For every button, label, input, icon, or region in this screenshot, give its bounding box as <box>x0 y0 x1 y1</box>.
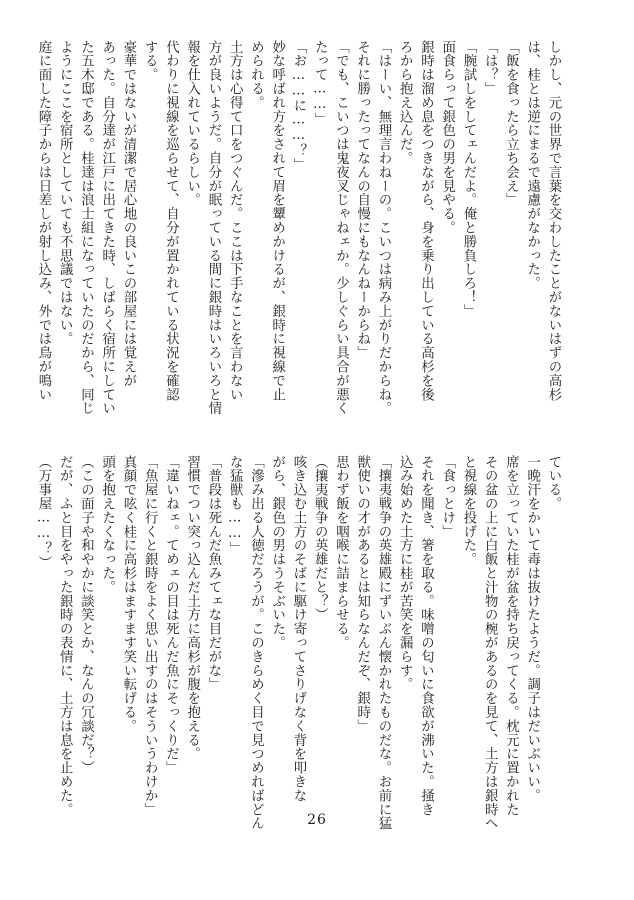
text-line: 思わず飯を咽喉に詰まらせる。 <box>333 455 349 650</box>
text-line: それに勝ったってなんの自慢にもなんねーからね」 <box>354 40 370 360</box>
text-line: 「お……に……？」 <box>291 40 306 172</box>
text-line: 「腕試しをしてェんだよ。俺と勝負しろ！」 <box>461 40 476 318</box>
text-line: 土方は心得て口をつぐんだ。ここは下手なことを言わない <box>227 40 243 402</box>
text-line: められる。 <box>248 40 264 110</box>
text-line: 「魚屋に行くと銀時をよく思い出すのはそういうわけか」 <box>142 455 158 817</box>
text-line: 「攘夷戦争の英雄殿にずいぶん懐かれたものだな。お前に猛 <box>376 455 391 831</box>
text-line: その盆の上に白飯と汁物の椀があるのを見て、土方は銀時へ <box>482 455 498 831</box>
page-number: 26 <box>307 812 327 828</box>
text-block-lower <box>36 455 564 855</box>
text-line: 一晩汗をかいて毒は抜けたようだ。調子はだいぶいい。 <box>524 455 540 803</box>
text-line: だが、ふと目をやった銀時の表情に、土方は息を止めた。 <box>57 455 73 817</box>
text-line: と視線を投げた。 <box>461 455 476 567</box>
text-line: 真顔で呟く桂に高杉はますます笑い転げる。 <box>121 455 136 733</box>
text-line: 「滲み出る人徳だろうが。このきらめく目で見つめればどん <box>248 455 264 831</box>
text-line: 庭に面した障子からは日差しが射し込み、外では鳥が鳴い <box>36 40 51 402</box>
text-line: それを聞き、箸を取る。味噌の匂いに食欲が沸いた。掻き <box>418 455 434 817</box>
text-line: 習慣でつい突っ込んだ土方に高杉が腹を抱える。 <box>184 455 200 761</box>
text-line: 込み始めた土方に桂が苦笑を漏らす。 <box>397 455 413 692</box>
text-line: 「食っとけ」 <box>439 455 455 539</box>
text-line: （攘夷戦争の英雄だと？） <box>312 455 328 622</box>
text-line: 報を仕入れているらしい。 <box>184 40 200 207</box>
text-block-upper <box>36 40 564 440</box>
text-line: 銀時は溜め息をつきながら、身を乗り出している高杉を後 <box>418 40 434 402</box>
text-line: な猛獣も……」 <box>227 455 243 556</box>
text-line: 「普段は死んだ魚みてェな目だがな」 <box>206 455 221 692</box>
text-line: ようにここを宿所としていても不思議ではない。 <box>57 40 73 346</box>
text-line: 「はーい、無理言わねーの。こいつは病み上がりだからね。 <box>376 40 391 416</box>
text-line: 妙な呼ばれ方をされて眉を顰めかけるが、銀時に視線で止 <box>269 40 285 402</box>
text-line: 「でも、こいつは鬼夜叉じゃねェか。少しぐらい具合が悪く <box>333 40 349 416</box>
text-line: する。 <box>142 40 158 82</box>
text-line: がら、銀色の男はうそぶいた。 <box>269 455 285 650</box>
text-line: （万事屋……？） <box>36 455 51 570</box>
text-line: 「は？」 <box>482 40 498 96</box>
text-line: 代わりに視線を巡らせて、自分が置かれている状況を確認 <box>163 40 179 402</box>
text-line: 「飯を食ったら立ち会え」 <box>503 40 519 207</box>
text-line: ろから抱え込んだ。 <box>397 40 413 166</box>
text-line: あった。自分達が江戸に出てきた時、しばらく宿所にしてい <box>99 40 115 416</box>
text-line: 豪華ではないが清潔で居心地の良いこの部屋には覚えが <box>121 40 136 388</box>
text-line: たって……」 <box>312 40 328 127</box>
text-line: は、桂とは逆にまるで遠慮がなかった。 <box>524 40 540 291</box>
text-line: た五木邸である。桂達は浪士組になっていたのだから、同じ <box>78 40 94 416</box>
text-line: （この面子や和やかに談笑とか、なんの冗談だ？） <box>78 455 94 775</box>
text-line: ている。 <box>546 455 561 511</box>
text-line: 席を立っていた桂が盆を持ち戻ってくる。枕元に置かれた <box>503 455 519 817</box>
text-line: 面食らって銀色の男を見やる。 <box>439 40 455 235</box>
text-line: しかし、元の世界で言葉を交わしたことがないはずの高杉 <box>546 40 561 402</box>
text-line: 「違いねェ。てめェの目は死んだ魚にそっくりだ」 <box>163 455 179 775</box>
text-line: 頭を抱えたくなった。 <box>99 455 115 594</box>
text-line: 咳き込む土方のそばに駆け寄ってさりげなく背を叩きな <box>291 455 306 803</box>
text-line: 獣使いの才があるとは知らなんだぞ、銀時」 <box>354 455 370 733</box>
text-line: 方が良いようだ。自分が眠っている間に銀時はいろいろと情 <box>206 40 221 416</box>
